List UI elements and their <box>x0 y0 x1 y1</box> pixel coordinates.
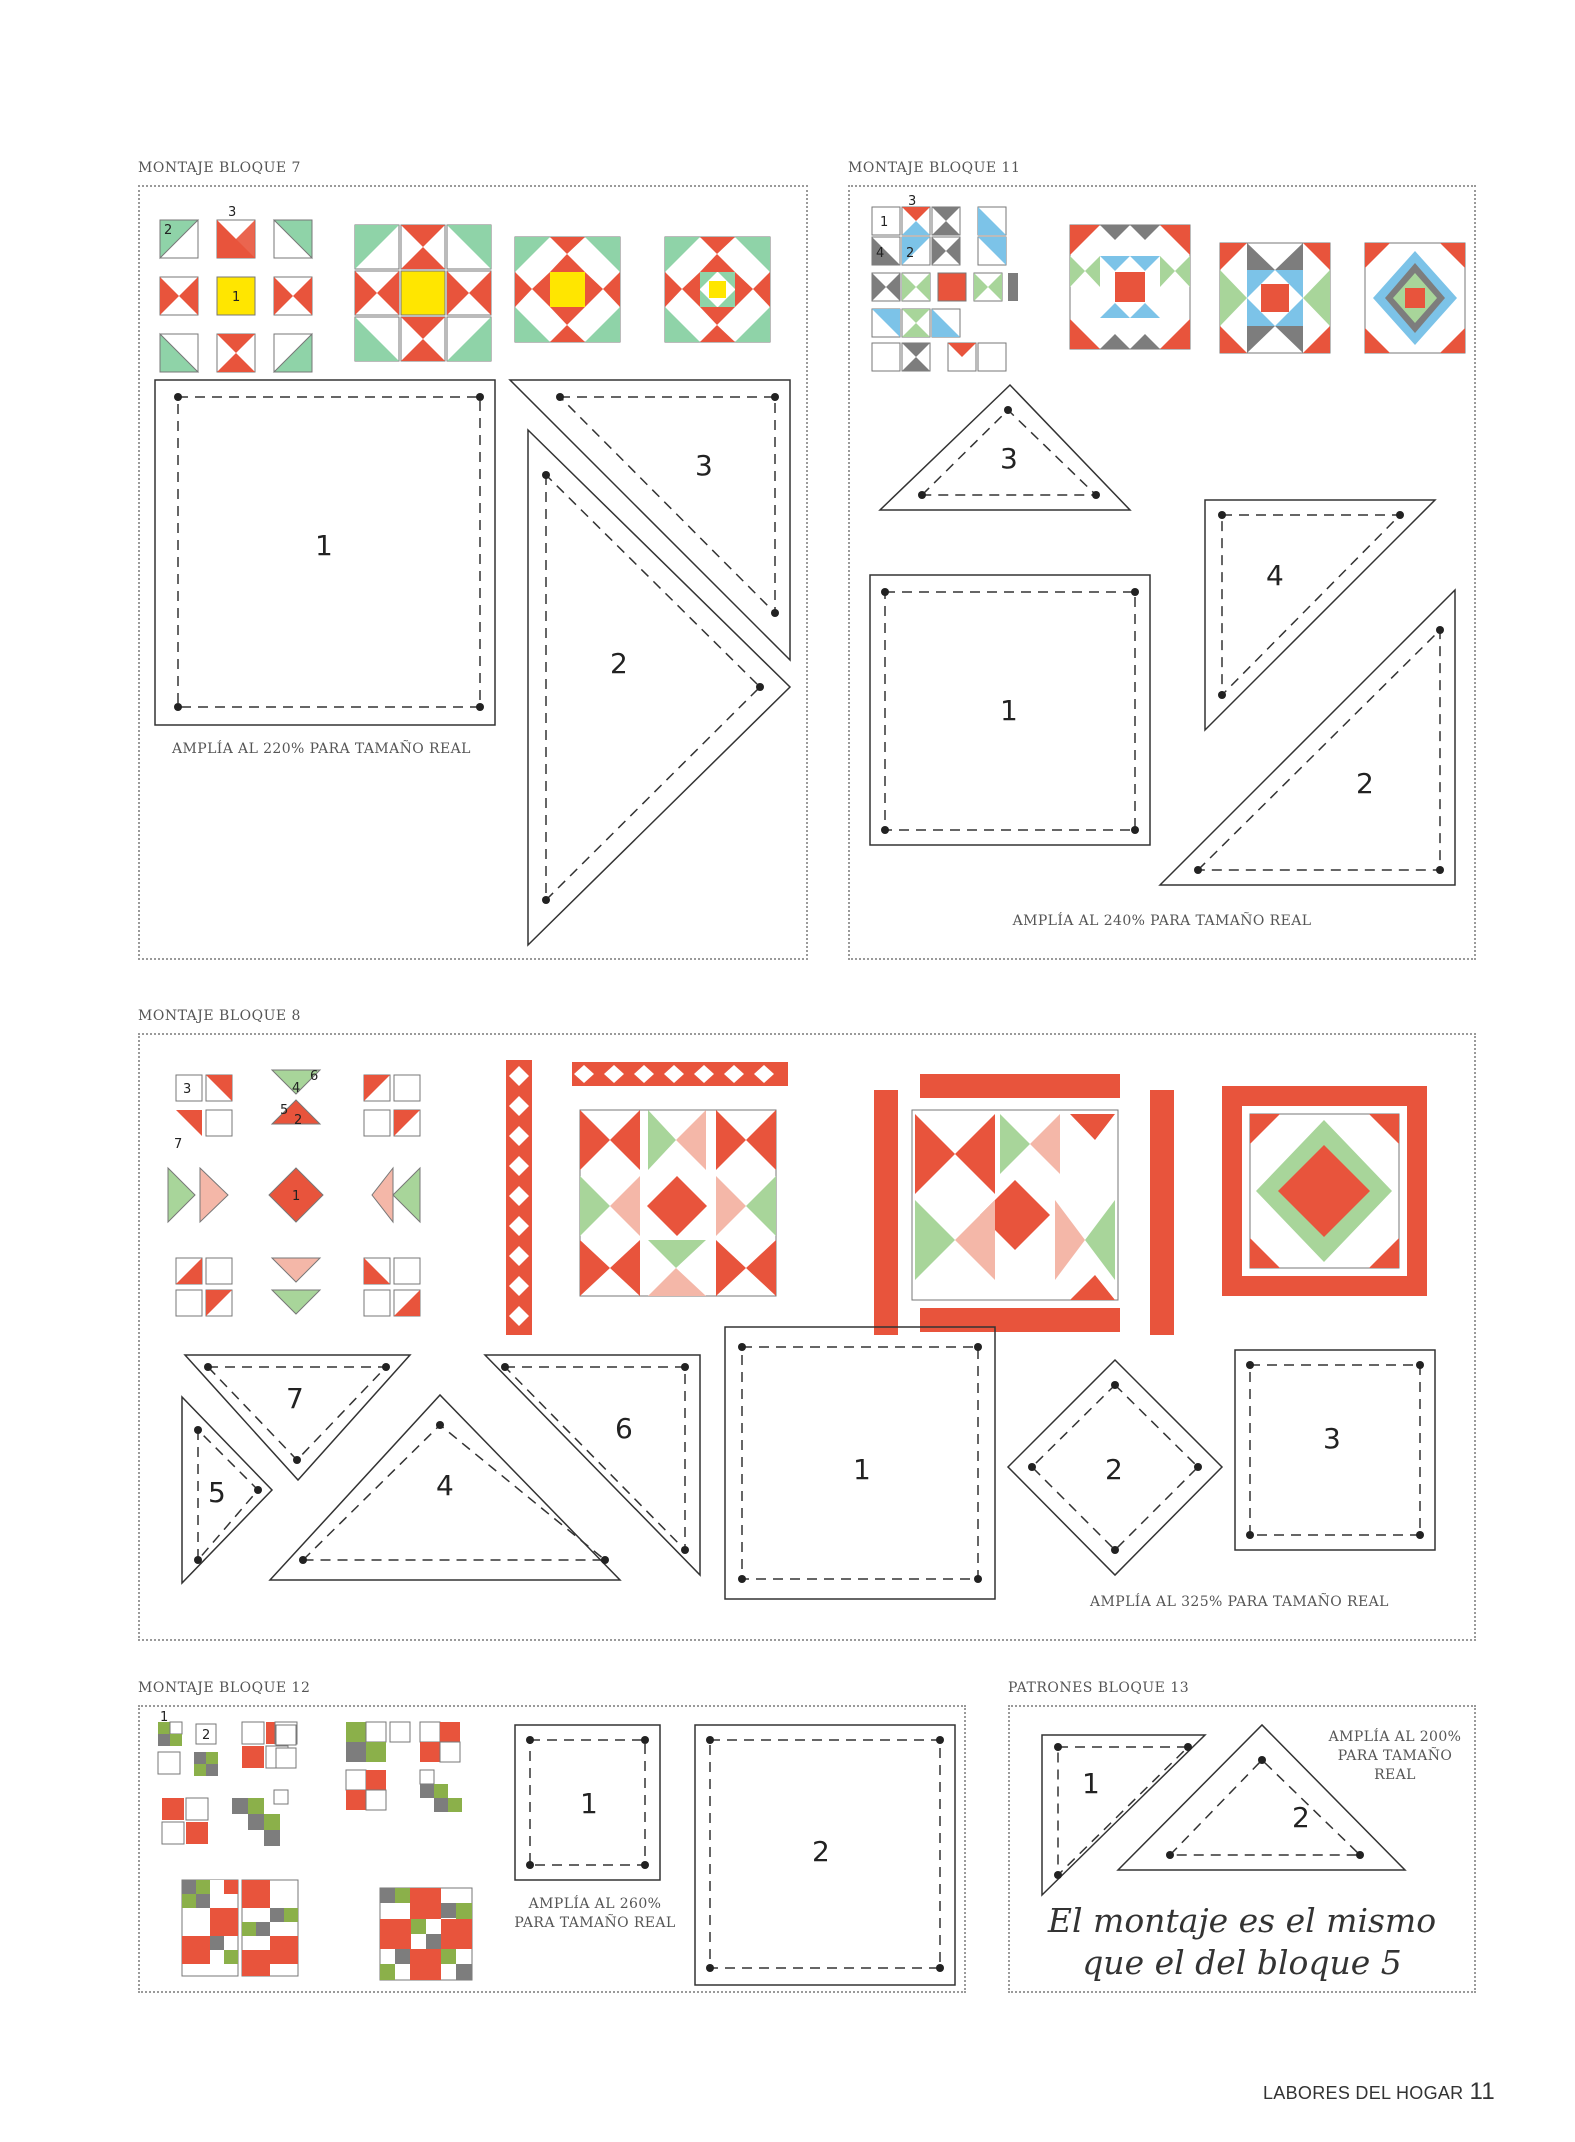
block-8-step-1-label-7: 7 <box>174 1137 183 1152</box>
block-8-piece-2 <box>1008 1360 1222 1575</box>
block-7-piece-3 <box>510 380 790 660</box>
block-12-step-4 <box>380 1888 472 1980</box>
section-title-block-7: MONTAJE BLOQUE 7 <box>138 160 301 176</box>
block-7-step-1-label-1: 1 <box>232 290 241 305</box>
block-11-templates <box>860 380 1465 890</box>
block-7-enlarge-note: AMPLÍA AL 220% PARA TAMAÑO REAL <box>172 741 471 757</box>
section-title-block-12: MONTAJE BLOQUE 12 <box>138 1680 311 1696</box>
block-11-step-1 <box>872 194 1018 371</box>
block-11-piece-4-number: 4 <box>1266 559 1284 592</box>
block-8-piece-1-number: 1 <box>853 1453 871 1486</box>
block-11-step-2 <box>1070 225 1190 349</box>
block-12-step-1 <box>158 1710 288 1846</box>
block-8-step-1-label-4: 4 <box>292 1081 301 1096</box>
block-8-step-3 <box>874 1074 1174 1335</box>
block-12-piece-1-number: 1 <box>580 1787 598 1820</box>
block-7-piece-1 <box>155 380 495 725</box>
block-8-piece-4 <box>270 1395 620 1580</box>
block-8-piece-7-number: 7 <box>286 1382 304 1415</box>
block-7-piece-1-number: 1 <box>315 529 333 562</box>
block-13-quote-line-2: que el del bloque 5 <box>1082 1943 1402 1982</box>
block-8-step-1-label-1: 1 <box>292 1189 301 1204</box>
block-7-piece-2-number: 2 <box>610 647 628 680</box>
block-8-piece-5 <box>182 1397 272 1583</box>
block-11-step-1-label-2: 2 <box>906 246 915 261</box>
block-7-piece-3-number: 3 <box>695 449 713 482</box>
section-title-block-11: MONTAJE BLOQUE 11 <box>848 160 1021 176</box>
block-8-step-1 <box>168 1069 420 1316</box>
block-13-note-line-1: AMPLÍA AL 200% <box>1328 1729 1462 1745</box>
block-11-piece-1-number: 1 <box>1000 694 1018 727</box>
block-8-piece-6-number: 6 <box>615 1412 633 1445</box>
block-7-piece-2 <box>528 430 790 945</box>
block-13-piece-1-number: 1 <box>1082 1767 1100 1800</box>
block-12-note-line-1: AMPLÍA AL 260% <box>528 1896 662 1912</box>
block-11-piece-2-number: 2 <box>1356 767 1374 800</box>
block-12-enlarge-note <box>505 1895 685 1933</box>
block-11-step-3 <box>1220 243 1330 353</box>
block-11-enlarge-note: AMPLÍA AL 240% PARA TAMAÑO REAL <box>1012 913 1312 929</box>
block-8-step-4 <box>1222 1086 1427 1296</box>
block-8-piece-3 <box>1235 1350 1435 1550</box>
block-8-piece-2-number: 2 <box>1105 1453 1123 1486</box>
block-12-step-3 <box>182 1880 298 1976</box>
block-8-assembly-diagrams <box>150 1050 1465 1335</box>
block-7-step-4 <box>665 237 770 342</box>
block-13-note-line-3: REAL <box>1374 1767 1416 1783</box>
block-7-step-3 <box>515 237 620 342</box>
block-8-enlarge-note: AMPLÍA AL 325% PARA TAMAÑO REAL <box>1090 1594 1389 1610</box>
block-12-note-line-2: PARA TAMAÑO REAL <box>514 1915 676 1931</box>
block-8-step-1-label-5: 5 <box>280 1103 289 1118</box>
block-12-step-2 <box>275 1722 462 1812</box>
block-13-piece-1 <box>1042 1735 1205 1895</box>
block-7-step-1-label-3: 3 <box>228 205 237 220</box>
block-11-assembly-diagrams <box>860 195 1465 375</box>
block-11-step-4 <box>1365 243 1465 353</box>
block-13-note-line-2: PARA TAMAÑO <box>1337 1748 1453 1764</box>
block-12-step-1-label-2: 2 <box>202 1728 211 1743</box>
block-8-step-1-label-3: 3 <box>183 1082 192 1097</box>
block-7-assembly-diagrams <box>150 195 800 365</box>
block-11-piece-3-number: 3 <box>1000 442 1018 475</box>
block-12-piece-2 <box>695 1725 955 1985</box>
block-8-step-1-label-2: 2 <box>294 1113 303 1128</box>
block-11-step-1-label-4: 4 <box>876 246 885 261</box>
section-title-block-8: MONTAJE BLOQUE 8 <box>138 1008 301 1024</box>
block-8-piece-6 <box>485 1355 700 1575</box>
block-13-enlarge-note <box>1320 1728 1470 1785</box>
block-13-piece-2-number: 2 <box>1292 1801 1310 1834</box>
block-7-step-1-label-2: 2 <box>164 223 173 238</box>
block-11-piece-1 <box>870 575 1150 845</box>
block-12-piece-1 <box>515 1725 660 1880</box>
block-11-piece-4 <box>1205 500 1435 730</box>
block-8-piece-3-number: 3 <box>1323 1422 1341 1455</box>
block-8-piece-4-number: 4 <box>436 1469 454 1502</box>
block-8-piece-1 <box>725 1327 995 1599</box>
block-7-templates <box>150 375 800 950</box>
block-11-step-1-label-3: 3 <box>908 194 917 209</box>
block-12-piece-2-number: 2 <box>812 1835 830 1868</box>
block-8-step-2 <box>580 1110 776 1296</box>
magazine-name: LABORES DEL HOGAR <box>1262 2083 1464 2103</box>
block-11-piece-3 <box>880 385 1130 510</box>
block-12-templates <box>510 1715 970 1990</box>
block-13-assembly-quote <box>1010 1900 1474 1984</box>
block-8-piece-7 <box>185 1355 410 1480</box>
section-title-block-13: PATRONES BLOQUE 13 <box>1008 1680 1190 1696</box>
block-8-step-1-label-6: 6 <box>310 1069 319 1084</box>
block-12-step-1-label-1: 1 <box>160 1710 169 1725</box>
block-8-templates <box>150 1335 1465 1635</box>
page-number: 11 <box>1469 2078 1495 2105</box>
page-footer <box>1263 2078 1495 2106</box>
block-7-step-2 <box>355 225 491 361</box>
block-13-quote-line-1: El montaje es el mismo <box>1047 1901 1437 1940</box>
block-11-step-1-label-1: 1 <box>880 215 889 230</box>
block-7-step-1 <box>160 205 312 372</box>
block-8-piece-5-number: 5 <box>208 1476 226 1509</box>
